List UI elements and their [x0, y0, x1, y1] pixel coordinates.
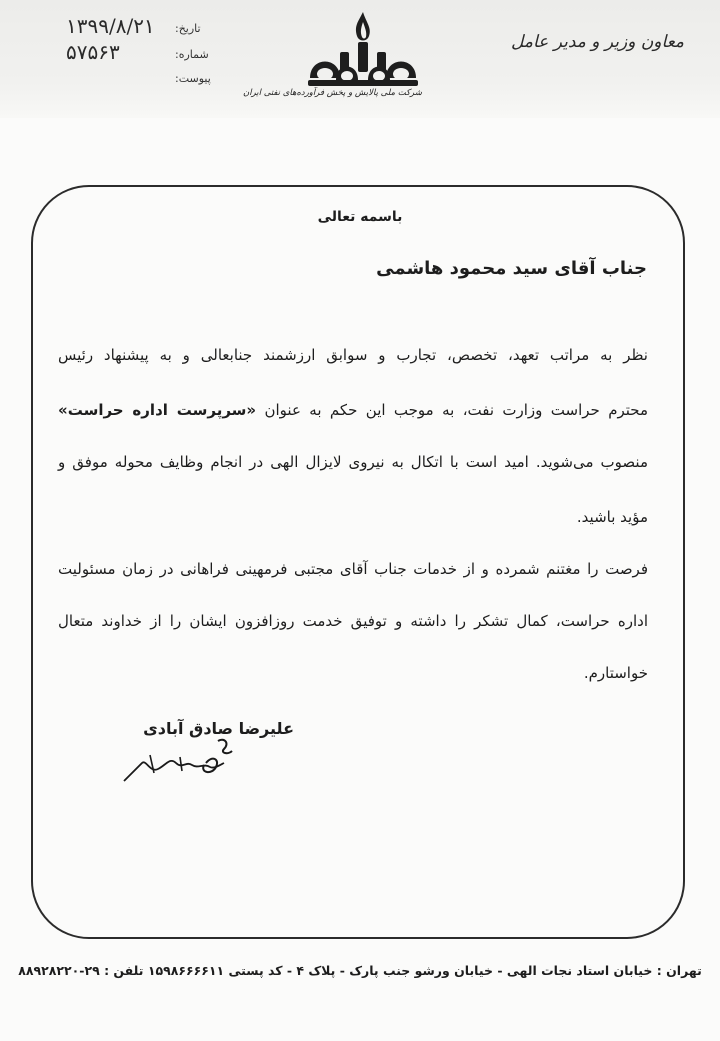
attachment-label: پیوست: [175, 72, 211, 85]
body-line: نظر به مراتب تعهد، تخصص، تجارب و سوابق ارزشمند جنابعالی و به پیشنهاد رئیس [58, 346, 648, 364]
company-name: شرکت ملی پالایش و پخش فرآورده‌های نفتی ایران [243, 88, 422, 98]
date-label: تاریخ: [175, 22, 201, 35]
position-title: «سرپرست اداره حراست» [58, 401, 257, 419]
body-text: محترم حراست وزارت نفت، به موجب این حکم به عنوان [256, 401, 648, 419]
body-line: خواستارم. [583, 664, 648, 682]
body-line: منصوب می‌شوید. امید است با اتکال به نیروی لایزال الهی در انجام وظایف محوله موفق و [58, 453, 648, 471]
sender-title: معاون وزیر و مدیر عامل [511, 32, 684, 52]
date-value: ۱۳۹۹/۸/۲۱ [66, 14, 155, 38]
body-line: مؤید باشید. [576, 508, 648, 526]
body-line: فرصت را مغتنم شمرده و از خدمات جناب آقای مجتبی فرمهینی فراهانی در زمان مسئولیت [58, 560, 648, 578]
invocation: باسمه تعالی [317, 209, 403, 225]
body-line [58, 401, 648, 419]
number-label: شماره: [175, 48, 209, 61]
body-line: اداره حراست، کمال تشکر را داشته و توفیق خدمت روزافزون ایشان را از خداوند متعال [58, 612, 648, 630]
footer-address: تهران : خیابان استاد نجات الهی - خیابان ورشو جنب پارک - پلاک ۴ - کد پستی ۱۵۹۸۶۶۶۶۱۱ تلفن : ۲۹-۸۸۹۲۸۲۲۰ [18, 963, 702, 978]
number-value: ۵۷۵۶۳ [66, 40, 120, 64]
signer-name: علیرضا صادق آبادی [143, 719, 294, 738]
handwritten-signature [120, 733, 260, 793]
recipient-name: جناب آقای سید محمود هاشمی [376, 258, 647, 279]
